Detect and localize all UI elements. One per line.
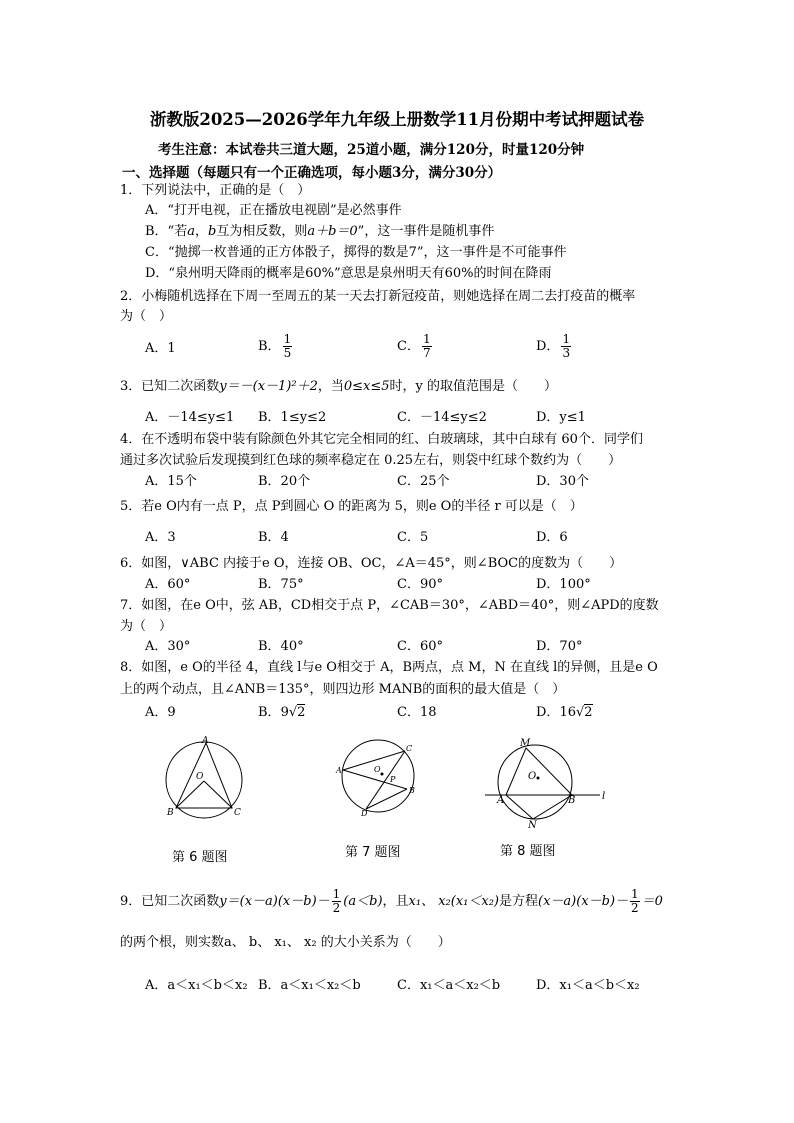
q7-option-d: D．70° <box>536 639 583 654</box>
q9-stem-pre: 9．已知二次函数 <box>120 894 220 909</box>
fig6-segment-ob <box>176 781 204 808</box>
q9-option-b: B．a＜x₁＜x₂＜b <box>258 978 361 993</box>
q9-option-a: A．a＜x₁＜b＜x₂ <box>145 978 248 993</box>
fig8-label-b: B <box>568 795 576 806</box>
q2-b-fraction <box>283 333 293 360</box>
q2-d-label: D． <box>536 339 560 354</box>
figure-8 <box>480 735 615 830</box>
q4-option-a: A．15个 <box>145 474 197 489</box>
q8-b-coef: 9 <box>280 705 289 720</box>
q2-stem-line1: 2．小梅随机选择在下周一至周五的某一天去打新冠疫苗，则她选择在周二去打疫苗的概率 <box>120 289 636 304</box>
q2-d-num: 1 <box>562 332 571 346</box>
q3-stem-mid: ，当 <box>317 379 344 394</box>
q9-stem-line1 <box>120 888 663 915</box>
q1-option-a: A．“打开电视，正在播放电视剧”是必然事件 <box>145 203 402 218</box>
fig6-caption: 第 6 题图 <box>172 850 228 865</box>
q2-option-b <box>258 333 294 360</box>
q2-stem-line2: 为（ ） <box>120 309 173 324</box>
q6-option-a: A．60° <box>145 577 191 592</box>
q6-stem: 6．如图，∨ABC 内接于e O，连接 OB、OC，∠A＝45°，则∠BOC的度数为（ ） <box>120 556 623 571</box>
fig7-label-o: O <box>374 765 381 774</box>
fig6-triangle <box>176 743 232 808</box>
q2-c-num: 1 <box>422 332 431 346</box>
q1-stem: 1．下列说法中，正确的是（ ） <box>120 183 311 198</box>
q3-condition: 0≤x≤5 <box>343 379 390 394</box>
q9-mid: ，且 <box>382 894 409 909</box>
q7-option-a: A．30° <box>145 639 191 654</box>
q5-option-d: D．6 <box>536 530 568 545</box>
q5-option-b: B．4 <box>258 530 289 545</box>
q9-roots: x₁、 x₂(x₁＜x₂) <box>408 894 499 909</box>
q2-b-num: 1 <box>283 332 292 346</box>
fig8-label-n: N <box>528 820 537 830</box>
q2-c-fraction <box>422 333 432 360</box>
q4-option-d: D．30个 <box>536 474 589 489</box>
fig8-label-m: M <box>520 738 531 749</box>
q9-equation-post: ＝0 <box>641 894 663 909</box>
q4-stem-line2: 通过多次试验后发现摸到红色球的频率稳定在 0.25左右，则袋中红球个数约为（ ） <box>120 453 622 468</box>
q3-stem <box>120 379 557 395</box>
q4-stem-line1: 4．在不透明布袋中装有除颜色外其它完全相同的红、白玻璃球，其中白球有 60个．同学们 <box>120 432 643 447</box>
q2-d-fraction <box>561 333 571 360</box>
q2-option-c <box>397 333 434 360</box>
fig7-center-dot <box>381 773 384 776</box>
fig6-label-o: O <box>196 772 204 782</box>
q4-option-c: C．25个 <box>397 474 450 489</box>
figure-7 <box>333 736 423 821</box>
fig7-label-d: D <box>361 809 368 818</box>
q1-b-mid2: 互为相反数，则 <box>216 224 308 239</box>
q8-option-a: A．9 <box>145 705 176 720</box>
q9-frac1-num: 1 <box>332 887 341 901</box>
q5-option-c: C．5 <box>397 530 429 545</box>
q9-fraction-2 <box>630 888 640 915</box>
q1-b-post: ”，这一事件是随机事件 <box>357 224 495 239</box>
q9-mid2: 是方程 <box>498 894 538 909</box>
fig8-center-dot <box>537 777 540 780</box>
fig8-label-o: O <box>528 771 537 782</box>
q1-b-pre: B．“若 <box>145 224 188 239</box>
q7-option-b: B．40° <box>258 639 304 654</box>
q1-b-eq: a＋b＝0 <box>307 224 358 239</box>
q9-formula-pre: y＝(x－a)(x－b)－ <box>219 894 330 909</box>
q1-option-d: D．“泉州明天降雨的概率是60%”意思是泉州明天有60%的时间在降雨 <box>145 266 552 281</box>
q3-option-a: A．－14≤y≤1 <box>145 410 235 425</box>
exam-notice: 考生注意：本试卷共三道大题，25道小题，满分120分，时量120分钟 <box>158 142 585 158</box>
q8-d-sqrt-icon: √ <box>575 705 585 720</box>
q2-option-d <box>536 333 573 360</box>
fig8-circle <box>498 745 572 819</box>
section-heading: 一、选择题（每题只有一个正确选项，每小题3分，满分30分） <box>122 165 502 181</box>
q5-option-a: A．3 <box>145 530 176 545</box>
q9-frac2-den: 2 <box>631 901 639 915</box>
q2-c-den: 7 <box>422 346 431 360</box>
q9-frac2-num: 1 <box>631 887 639 901</box>
q1-b-a: a <box>187 224 195 239</box>
fig8-label-a: A <box>497 795 505 806</box>
q9-option-c: C．x₁＜a＜x₂＜b <box>397 978 501 993</box>
fig7-chord-cd <box>366 751 405 809</box>
fig8-quadrilateral <box>506 748 572 819</box>
q8-b-radicand: 2 <box>297 705 306 720</box>
q9-formula-post: (a＜b) <box>343 894 383 909</box>
fig7-caption: 第 7 题图 <box>345 845 401 860</box>
exam-title: 浙教版2025—2026学年九年级上册数学11月份期中考试押题试卷 <box>149 110 645 129</box>
q4-option-b: B．20个 <box>258 474 311 489</box>
q3-option-d: D．y≤1 <box>536 410 586 425</box>
fig6-label-b: B <box>167 808 174 818</box>
q8-option-d <box>536 705 593 721</box>
q8-d-coef: 16 <box>559 705 576 720</box>
q9-fraction-1 <box>332 888 342 915</box>
q6-option-c: C．90° <box>397 577 443 592</box>
q8-d-radicand: 2 <box>584 705 593 720</box>
q2-c-label: C． <box>397 339 420 354</box>
q1-b-mid: ， <box>194 224 208 239</box>
fig7-label-b: B <box>409 786 415 795</box>
q9-equation-pre: (x－a)(x－b)－ <box>538 894 629 909</box>
q2-b-label: B． <box>258 339 281 354</box>
q6-option-b: B．75° <box>258 577 304 592</box>
q8-b-label: B． <box>258 705 281 720</box>
q6-option-d: D．100° <box>536 577 591 592</box>
fig6-segment-oc <box>204 781 232 808</box>
q9-frac1-den: 2 <box>332 901 341 915</box>
q8-option-c: C．18 <box>397 705 437 720</box>
q8-stem-line2: 上的两个动点，且∠ANB＝135°，则四边形 MANB的面积的最大值是（ ） <box>120 682 566 697</box>
q3-formula: y＝－(x－1)²＋2 <box>219 379 318 394</box>
fig7-label-c: C <box>406 744 413 753</box>
q3-stem-post: 时，y 的取值范围是（ ） <box>389 379 558 394</box>
q9-stem-line2: 的两个根，则实数a、 b、 x₁、 x₂ 的大小关系为（ ） <box>120 935 451 950</box>
fig7-label-a: A <box>336 766 342 775</box>
fig8-label-l: l <box>602 791 606 802</box>
fig6-label-c: C <box>234 808 241 818</box>
q8-stem-line1: 8．如图，e O的半径 4，直线 l与e O相交于 A，B两点，点 M，N 在直线 l的异侧，且是e O <box>120 660 658 675</box>
q2-option-a: A．1 <box>145 341 176 356</box>
fig7-label-p: P <box>390 775 396 784</box>
q3-option-b: B．1≤y≤2 <box>258 410 327 425</box>
fig8-caption: 第 8 题图 <box>500 844 556 859</box>
q7-stem-line1: 7．如图，在e O中，弦 AB，CD相交于点 P，∠CAB＝30°，∠ABD＝40°，则∠APD的度数 <box>120 598 659 613</box>
q7-option-c: C．60° <box>397 639 443 654</box>
fig6-label-a: A <box>202 736 209 746</box>
figure-6 <box>158 735 253 825</box>
q2-d-den: 3 <box>562 346 571 360</box>
q8-option-b <box>258 705 305 721</box>
q1-option-c: C．“抛掷一枚普通的正方体骰子，掷得的数是7”，这一事件是不可能事件 <box>145 245 567 260</box>
q1-option-b <box>145 224 494 240</box>
q8-d-label: D． <box>536 705 560 720</box>
q5-stem: 5．若e O内有一点 P，点 P到圆心 O 的距离为 5，则e O的半径 r 可以是（ ） <box>120 499 583 514</box>
q3-option-c: C．－14≤y≤2 <box>397 410 487 425</box>
q9-option-d: D．x₁＜a＜b＜x₂ <box>536 978 640 993</box>
q7-stem-line2: 为（ ） <box>120 619 173 634</box>
q2-b-den: 5 <box>283 346 292 360</box>
fig7-circle <box>342 740 414 812</box>
q1-b-b: b <box>207 224 217 239</box>
q3-stem-pre: 3．已知二次函数 <box>120 379 220 394</box>
q8-b-sqrt-icon: √ <box>288 705 298 720</box>
